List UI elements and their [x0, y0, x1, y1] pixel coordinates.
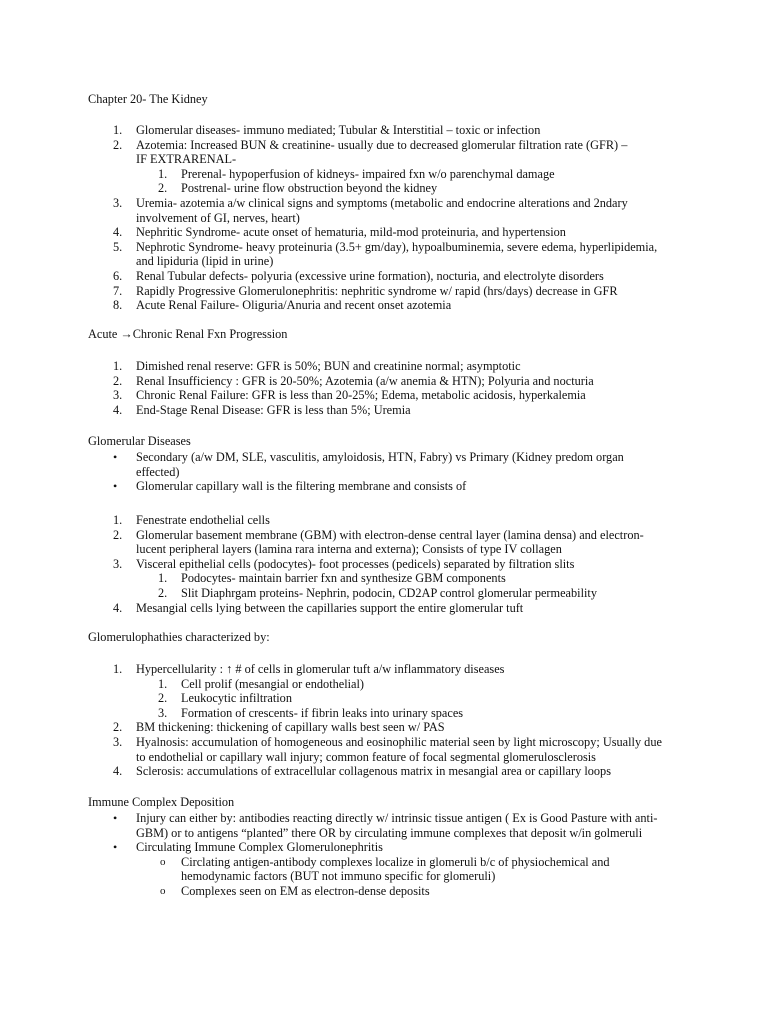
- list-item-text: Acute Renal Failure- Oliguria/Anuria and recent onset azotemia: [136, 298, 452, 313]
- list-marker: •: [113, 450, 118, 464]
- list-marker: 1.: [113, 513, 123, 527]
- list-marker: 3.: [113, 734, 123, 749]
- list-item-text: Sclerosis: accumulations of extracellular collagenous matrix in mesangial area or capillary loops: [136, 764, 611, 779]
- list-item-text: BM thickening: thickening of capillary walls best seen w/ PAS: [136, 720, 445, 735]
- list-item: [0, 750, 768, 765]
- list-item-text: Glomerular capillary wall is the filtering membrane and consists of: [136, 479, 467, 494]
- list-item: [0, 254, 768, 269]
- list-marker: 1.: [158, 676, 168, 691]
- list-glomerulopathies: [0, 662, 768, 779]
- list-item-text: Circlating antigen-antibody complexes localize in glomeruli b/c of physiochemical and: [181, 854, 610, 869]
- list-item-text: Hypercellularity : ↑ # of cells in glomerular tuft a/w inflammatory diseases: [136, 662, 505, 676]
- list-marker: 4.: [113, 225, 123, 240]
- list-item: [0, 138, 768, 153]
- list-item-text: Cell prolif (mesangial or endothelial): [181, 676, 365, 691]
- list-progression: [0, 359, 768, 417]
- list-marker: 4.: [113, 764, 123, 779]
- list-item-text: Injury can either by: antibodies reacting directly w/ intrinsic tissue antigen ( Ex is Good Pasture with anti-: [136, 811, 658, 825]
- list-item-text: Circulating Immune Complex Glomerulonephritis: [136, 840, 383, 855]
- list-marker: •: [113, 811, 118, 825]
- list-marker: 7.: [113, 283, 123, 298]
- list-item: [0, 528, 768, 543]
- list-item-text: End-Stage Renal Disease: GFR is less than 5%; Uremia: [136, 402, 411, 417]
- list-item-text: Azotemia: Increased BUN & creatinine- usually due to decreased glomerular filtration rate (GFR) –: [136, 137, 628, 152]
- list-item-text: Nephrotic Syndrome- heavy proteinuria (3.5+ gm/day), hypoalbuminemia, severe edema, hyperlipidemia,: [136, 239, 658, 254]
- list-item-text: Hyalnosis: accumulation of homogeneous and eosinophilic material seen by light microscopy; Usually due: [136, 734, 662, 749]
- list-marker: 2.: [113, 527, 123, 542]
- list-item-text: to endothelial or capillary wall injury; common feature of focal segmental glomerulosclerosis: [136, 749, 596, 764]
- list-item: [0, 298, 768, 313]
- list-marker: 1.: [158, 166, 168, 181]
- list-item: [0, 240, 768, 255]
- list-item: [0, 211, 768, 226]
- list-marker: 3.: [158, 705, 168, 720]
- list-item: [0, 152, 768, 167]
- list-item-text: lucent peripheral layers (lamina rara interna and externa); Consists of type IV collagen: [136, 542, 562, 557]
- list-item: [0, 855, 768, 870]
- list-item: [0, 826, 768, 841]
- list-marker: 2.: [158, 691, 168, 706]
- heading-glomerulopathies: Glomerulophathies characterized by:: [88, 630, 270, 644]
- list-marker: 2.: [113, 373, 123, 388]
- list-item-text: IF EXTRARENAL-: [136, 152, 237, 167]
- list-marker: 1.: [113, 359, 123, 373]
- list-marker: 8.: [113, 298, 123, 313]
- list-marker: 1.: [113, 662, 123, 676]
- list-item: [0, 720, 768, 735]
- list-marker: 1.: [113, 123, 123, 137]
- list-glomerular-bullets: [0, 450, 768, 494]
- page-title: Chapter 20- The Kidney: [88, 92, 208, 106]
- list-item: [0, 450, 768, 465]
- list-item: [0, 735, 768, 750]
- list-item: [0, 557, 768, 572]
- list-item: [0, 571, 768, 586]
- list-marker: •: [113, 840, 118, 855]
- list-item: [0, 167, 768, 182]
- list-item-text: and lipiduria (lipid in urine): [136, 254, 274, 269]
- heading-progression: Acute →Chronic Renal Fxn Progression: [88, 327, 288, 341]
- list-marker: 4.: [113, 600, 123, 615]
- list-marker: 2.: [113, 137, 123, 152]
- list-item-text: Glomerular diseases- immuno mediated; Tubular & Interstitial – toxic or infection: [136, 123, 541, 137]
- list-item: [0, 601, 768, 616]
- list-item-text: Podocytes- maintain barrier fxn and synthesize GBM components: [181, 571, 506, 586]
- list-item: [0, 840, 768, 855]
- list-marker: o: [160, 884, 166, 897]
- list-item: [0, 542, 768, 557]
- list-item-text: Chronic Renal Failure: GFR is less than 20-25%; Edema, metabolic acidosis, hyperkalemia: [136, 388, 586, 403]
- list-item: [0, 586, 768, 601]
- list-item: [0, 811, 768, 826]
- list-item-text: Prerenal- hypoperfusion of kidneys- impaired fxn w/o parenchymal damage: [181, 166, 555, 181]
- list-item-text: Renal Insufficiency : GFR is 20-50%; Azotemia (a/w anemia & HTN); Polyuria and nocturia: [136, 373, 594, 388]
- list-item-text: Glomerular basement membrane (GBM) with electron-dense central layer (lamina densa) and electron-: [136, 527, 644, 542]
- list-marker: 6.: [113, 268, 123, 283]
- list-item: [0, 359, 768, 374]
- list-item-text: Fenestrate endothelial cells: [136, 513, 270, 527]
- list-item: [0, 284, 768, 299]
- list-item-text: Postrenal- urine flow obstruction beyond the kidney: [181, 181, 438, 196]
- list-marker: 4.: [113, 402, 123, 417]
- list-item: [0, 465, 768, 480]
- list-marker: 1.: [158, 571, 168, 586]
- list-marker: 3.: [113, 388, 123, 403]
- list-item-text: Formation of crescents- if fibrin leaks into urinary spaces: [181, 705, 464, 720]
- list-item-text: Mesangial cells lying between the capillaries support the entire glomerular tuft: [136, 600, 524, 615]
- heading-immune-complex: Immune Complex Deposition: [88, 795, 235, 809]
- list-item: [0, 181, 768, 196]
- list-item-text: Dimished renal reserve: GFR is 50%; BUN and creatinine normal; asymptotic: [136, 359, 521, 373]
- list-item-text: Complexes seen on EM as electron-dense deposits: [181, 883, 430, 898]
- list-marker: 2.: [158, 585, 168, 600]
- list-item: [0, 403, 768, 418]
- list-item: [0, 869, 768, 884]
- list-item: [0, 691, 768, 706]
- list-marker: •: [113, 479, 118, 494]
- list-item: [0, 662, 768, 677]
- list-item: [0, 884, 768, 899]
- list-item: [0, 123, 768, 138]
- list-marker: 3.: [113, 556, 123, 571]
- list-glomerular-components: [0, 513, 768, 615]
- heading-glomerular-diseases: Glomerular Diseases: [88, 434, 191, 448]
- list-immune-complex: [0, 811, 768, 899]
- list-item: [0, 269, 768, 284]
- list-item-text: Rapidly Progressive Glomerulonephritis: nephritic syndrome w/ rapid (hrs/days) decrease in GFR: [136, 283, 618, 298]
- list-marker: 2.: [113, 720, 123, 735]
- list-marker: 5.: [113, 239, 123, 254]
- list-item: [0, 706, 768, 721]
- list-item: [0, 513, 768, 528]
- list-item: [0, 225, 768, 240]
- list-item-text: effected): [136, 464, 180, 479]
- list-item-text: Leukocytic infiltration: [181, 691, 292, 706]
- list-item: [0, 677, 768, 692]
- list-definitions: [0, 123, 768, 313]
- list-item-text: hemodynamic factors (BUT not immuno specific for glomeruli): [181, 869, 496, 884]
- list-marker: o: [160, 855, 166, 868]
- list-item-text: Nephritic Syndrome- acute onset of hematuria, mild-mod proteinuria, and hypertension: [136, 225, 566, 240]
- list-item: [0, 196, 768, 211]
- list-item-text: GBM) or to antigens “planted” there OR by circulating immune complexes that deposit w/in golmeruli: [136, 825, 643, 840]
- list-item-text: Renal Tubular defects- polyuria (excessive urine formation), nocturia, and electrolyte disorders: [136, 268, 604, 283]
- list-item: [0, 388, 768, 403]
- list-marker: 3.: [113, 195, 123, 210]
- list-item-text: Secondary (a/w DM, SLE, vasculitis, amyloidosis, HTN, Fabry) vs Primary (Kidney predom organ: [136, 450, 624, 464]
- list-marker: 2.: [158, 181, 168, 196]
- list-item-text: Slit Diaphrgam proteins- Nephrin, podocin, CD2AP control glomerular permeability: [181, 585, 597, 600]
- list-item-text: involvement of GI, nerves, heart): [136, 210, 300, 225]
- list-item: [0, 479, 768, 494]
- list-item: [0, 764, 768, 779]
- list-item-text: Visceral epithelial cells (podocytes)- foot processes (pedicels) separated by filtration slits: [136, 556, 575, 571]
- list-item: [0, 374, 768, 389]
- list-item-text: Uremia- azotemia a/w clinical signs and symptoms (metabolic and endocrine alterations and 2ndary: [136, 195, 628, 210]
